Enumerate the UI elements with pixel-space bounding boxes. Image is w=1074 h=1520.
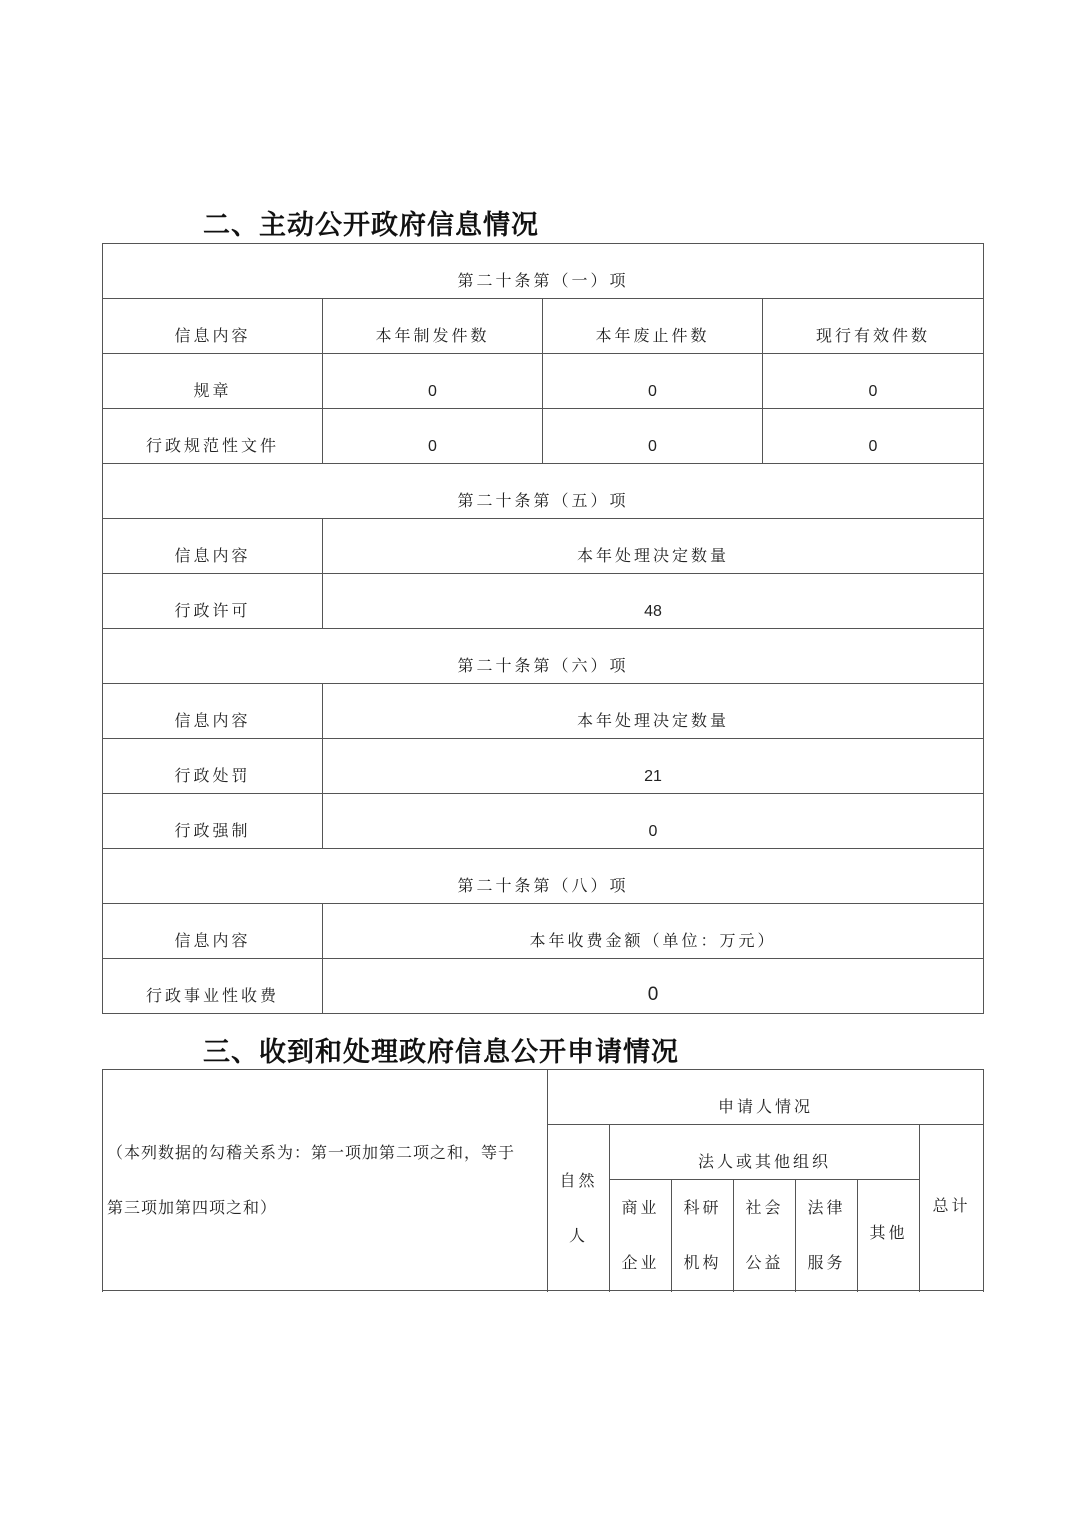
row-label: 行政许可 xyxy=(103,574,323,629)
cell-value: 0 xyxy=(323,354,543,409)
cell-value: 48 xyxy=(323,574,984,629)
table-row xyxy=(103,409,984,464)
table-row xyxy=(103,244,984,299)
table-row xyxy=(103,354,984,409)
table-row xyxy=(103,904,984,959)
column-header: 本年废止件数 xyxy=(543,299,763,354)
article-5-header: 第二十条第（五）项 xyxy=(103,464,984,519)
row-label: 规章 xyxy=(103,354,323,409)
column-header: 本年收费金额（单位：万元） xyxy=(323,904,984,959)
column-header: 本年制发件数 xyxy=(323,299,543,354)
table-row xyxy=(103,574,984,629)
table-row xyxy=(103,849,984,904)
cell-value: 0 xyxy=(323,794,984,849)
total-header: 总计 xyxy=(920,1125,984,1291)
article-6-header: 第二十条第（六）项 xyxy=(103,629,984,684)
cell-value: 0 xyxy=(763,354,984,409)
applicant-header: 申请人情况 xyxy=(548,1070,984,1125)
column-header: 本年处理决定数量 xyxy=(323,684,984,739)
row-label: 行政强制 xyxy=(103,794,323,849)
table-row xyxy=(103,684,984,739)
cell-value: 0 xyxy=(543,354,763,409)
cell-value: 0 xyxy=(763,409,984,464)
column-header: 现行有效件数 xyxy=(763,299,984,354)
column-header: 信息内容 xyxy=(103,904,323,959)
application-table xyxy=(102,1069,984,1291)
table-row xyxy=(103,299,984,354)
cell-value: 21 xyxy=(323,739,984,794)
table-row xyxy=(103,629,984,684)
table-row xyxy=(103,1070,984,1125)
table-row xyxy=(103,464,984,519)
cell-value: 0 xyxy=(323,409,543,464)
row-label: 行政规范性文件 xyxy=(103,409,323,464)
natural-person-header: 自然 人 xyxy=(548,1125,610,1291)
social-welfare-header: 社会 公益 xyxy=(734,1180,796,1291)
section-3-title: 三、收到和处理政府信息公开申请情况 xyxy=(203,1037,679,1068)
article-1-header: 第二十条第（一）项 xyxy=(103,244,984,299)
table-row xyxy=(103,519,984,574)
relation-note: （本列数据的勾稽关系为：第一项加第二项之和，等于 第三项加第四项之和） xyxy=(103,1070,548,1291)
cell-value: 0 xyxy=(543,409,763,464)
column-header: 信息内容 xyxy=(103,519,323,574)
column-header: 本年处理决定数量 xyxy=(323,519,984,574)
other-header: 其他 xyxy=(858,1180,920,1291)
table-row xyxy=(103,794,984,849)
research-institution-header: 科研 机构 xyxy=(672,1180,734,1291)
legal-entity-header: 法人或其他组织 xyxy=(610,1125,920,1180)
commercial-enterprise-header: 商业 企业 xyxy=(610,1180,672,1291)
row-label: 行政事业性收费 xyxy=(103,959,323,1014)
row-label: 行政处罚 xyxy=(103,739,323,794)
article-8-header: 第二十条第（八）项 xyxy=(103,849,984,904)
column-header: 信息内容 xyxy=(103,684,323,739)
cell-value: 0 xyxy=(323,959,984,1014)
column-header: 信息内容 xyxy=(103,299,323,354)
legal-service-header: 法律 服务 xyxy=(796,1180,858,1291)
table-row xyxy=(103,959,984,1014)
proactive-disclosure-table xyxy=(102,243,984,1014)
table-row xyxy=(103,739,984,794)
section-2-title: 二、主动公开政府信息情况 xyxy=(203,210,539,241)
